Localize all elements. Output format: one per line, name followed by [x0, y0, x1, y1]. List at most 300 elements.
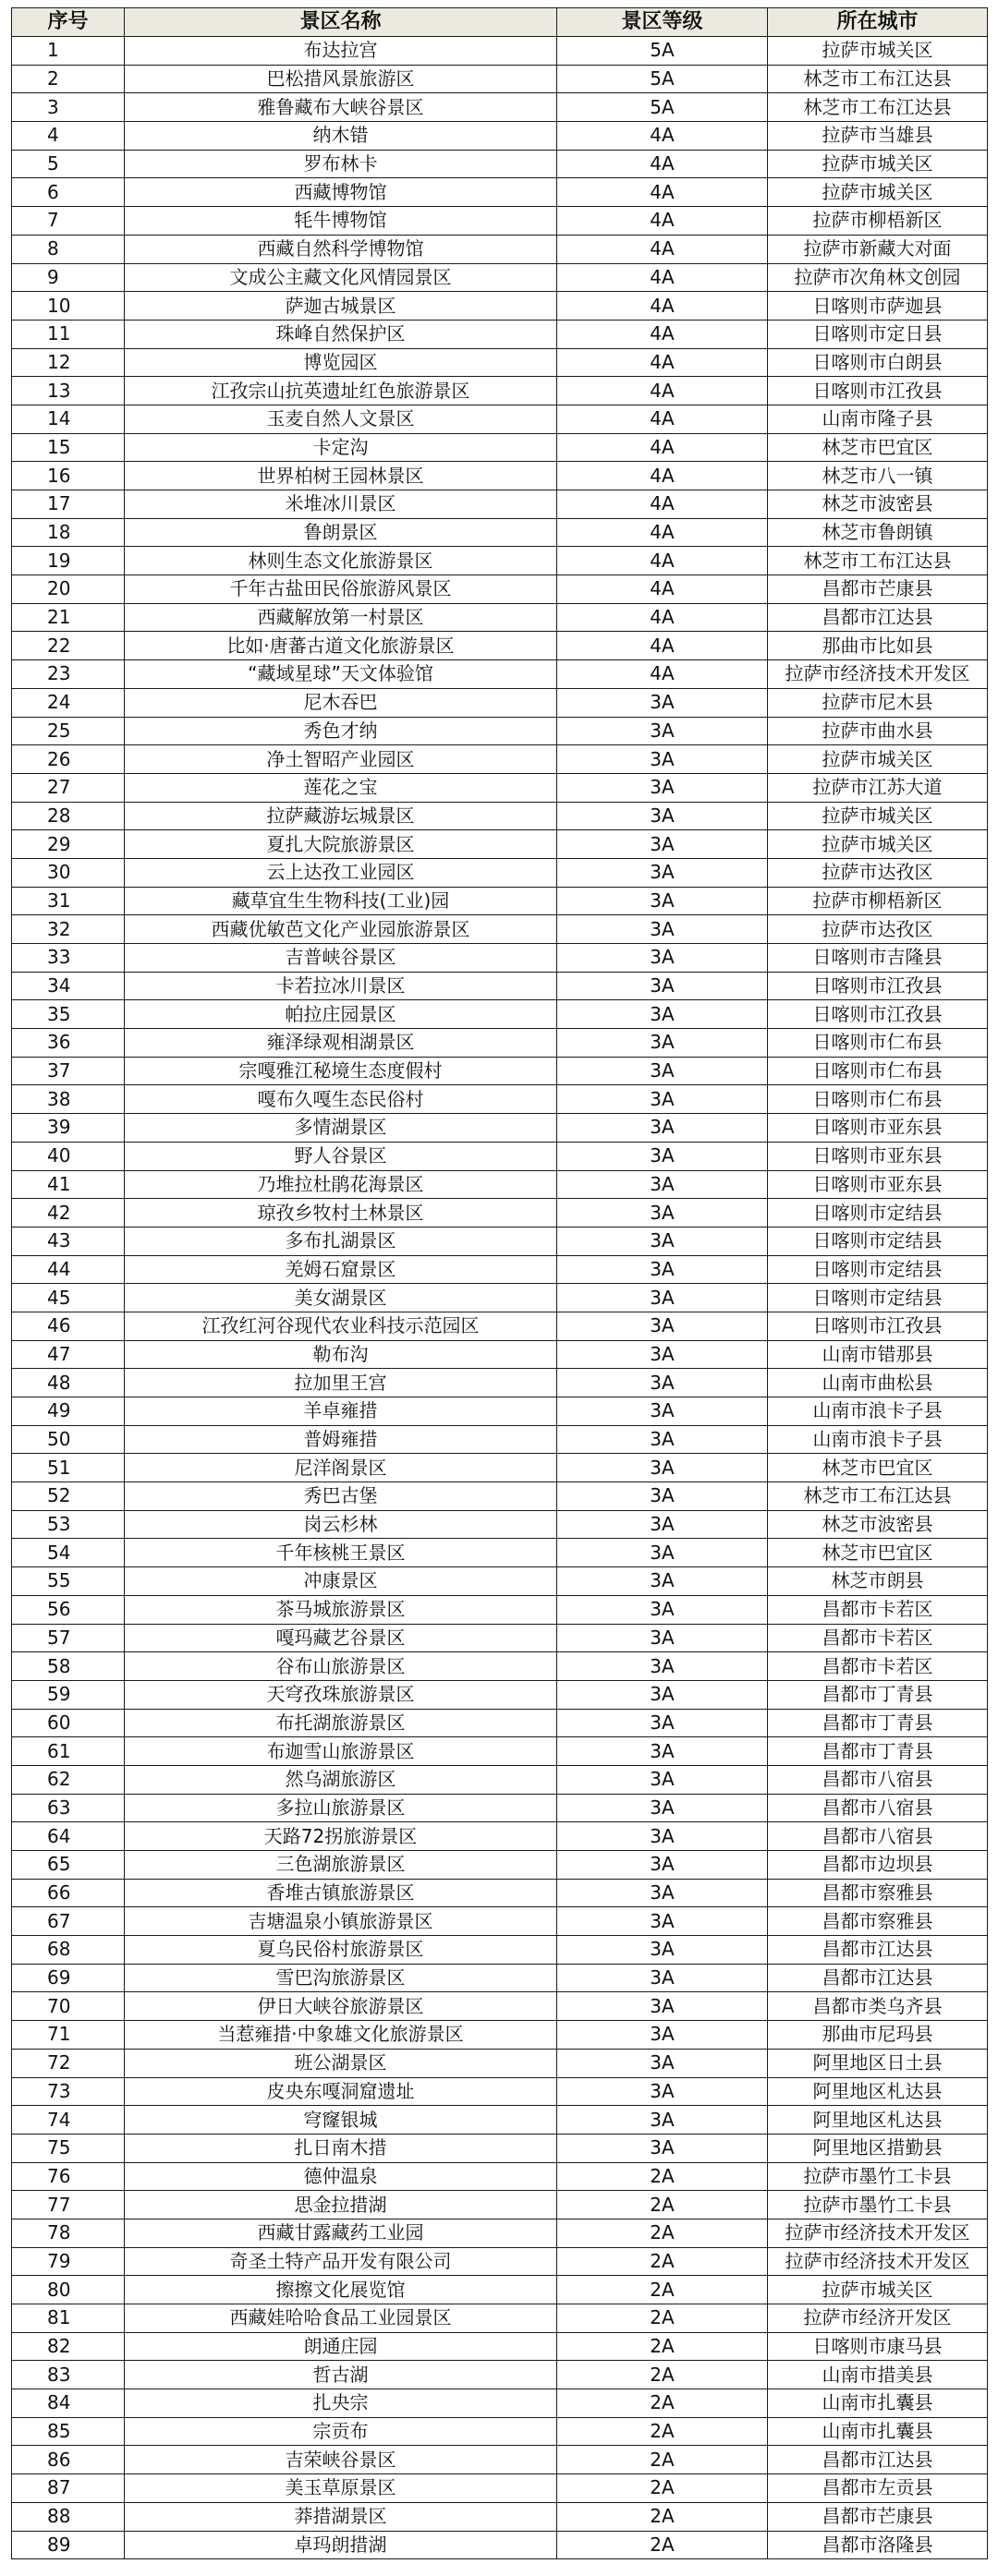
table-row [12, 1510, 988, 1539]
cell-city: 拉萨市次角林文创园 [768, 263, 988, 292]
cell-name: 江孜红河谷现代农业科技示范园区 [125, 1312, 557, 1340]
cell-name: 雍泽绿观相湖景区 [125, 1029, 557, 1058]
table-row [12, 830, 988, 859]
table-row [12, 2446, 988, 2474]
table-row [12, 1454, 988, 1482]
cell-name: 擦擦文化展览馆 [125, 2276, 557, 2304]
cell-city: 日喀则市定结县 [768, 1284, 988, 1312]
table-row [12, 2361, 988, 2389]
cell-level: 3A [557, 858, 768, 887]
cell-name: 德仲温泉 [125, 2162, 557, 2191]
cell-index: 13 [12, 377, 125, 405]
cell-name: 西藏甘露藏药工业园 [125, 2219, 557, 2247]
cell-name: 思金拉措湖 [125, 2191, 557, 2219]
cell-index: 50 [12, 1425, 125, 1454]
cell-level: 4A [557, 150, 768, 178]
cell-index: 84 [12, 2389, 125, 2418]
table-row [12, 320, 988, 348]
cell-index: 33 [12, 944, 125, 973]
cell-level: 3A [557, 2134, 768, 2162]
cell-level: 3A [557, 915, 768, 944]
cell-city: 昌都市左贡县 [768, 2474, 988, 2503]
table-row [12, 235, 988, 263]
cell-index: 15 [12, 433, 125, 462]
cell-index: 29 [12, 830, 125, 859]
cell-city: 昌都市江达县 [768, 1964, 988, 1992]
cell-index: 4 [12, 122, 125, 151]
cell-name: 莽措湖景区 [125, 2502, 557, 2531]
table-row [12, 688, 988, 717]
cell-level: 3A [557, 802, 768, 830]
cell-city: 林芝市工布江达县 [768, 65, 988, 93]
cell-name: 纳木错 [125, 122, 557, 151]
cell-name: 吉荣峡谷景区 [125, 2446, 557, 2474]
cell-level: 2A [557, 2474, 768, 2503]
cell-level: 3A [557, 1539, 768, 1567]
cell-city: 昌都市察雅县 [768, 1879, 988, 1907]
cell-name: 千年核桃王景区 [125, 1539, 557, 1567]
cell-level: 3A [557, 1595, 768, 1624]
cell-level: 3A [557, 1425, 768, 1454]
header-level: 景区等级 [557, 8, 768, 37]
cell-city: 昌都市丁青县 [768, 1737, 988, 1766]
cell-level: 3A [557, 1284, 768, 1312]
table-row [12, 2219, 988, 2247]
cell-index: 69 [12, 1964, 125, 1992]
cell-level: 3A [557, 1992, 768, 2021]
cell-city: 拉萨市柳梧新区 [768, 887, 988, 915]
cell-name: 嘎玛藏艺谷景区 [125, 1624, 557, 1652]
cell-name: 皮央东嘎洞窟遗址 [125, 2077, 557, 2106]
cell-index: 31 [12, 887, 125, 915]
cell-city: 拉萨市柳梧新区 [768, 207, 988, 236]
table-row [12, 2049, 988, 2077]
table-row [12, 1936, 988, 1965]
cell-city: 那曲市比如县 [768, 632, 988, 660]
table-row [12, 122, 988, 151]
cell-name: 哲古湖 [125, 2361, 557, 2389]
cell-index: 17 [12, 490, 125, 519]
table-row [12, 93, 988, 122]
table-row [12, 2106, 988, 2135]
cell-level: 3A [557, 1085, 768, 1114]
table-row [12, 377, 988, 405]
cell-level: 3A [557, 2049, 768, 2077]
table-row [12, 1709, 988, 1737]
cell-index: 41 [12, 1170, 125, 1199]
cell-name: 奇圣土特产品开发有限公司 [125, 2247, 557, 2276]
cell-name: 罗布林卡 [125, 150, 557, 178]
table-row [12, 632, 988, 660]
cell-level: 4A [557, 490, 768, 519]
table-row [12, 1652, 988, 1681]
cell-level: 3A [557, 1652, 768, 1681]
cell-level: 3A [557, 1567, 768, 1596]
cell-name: 朗通庄园 [125, 2332, 557, 2361]
table-row [12, 1794, 988, 1822]
cell-level: 4A [557, 632, 768, 660]
cell-name: 扎日南木措 [125, 2134, 557, 2162]
cell-index: 71 [12, 2021, 125, 2050]
cell-name: 林则生态文化旅游景区 [125, 547, 557, 575]
cell-index: 59 [12, 1680, 125, 1709]
table-row [12, 802, 988, 830]
cell-name: 夏乌民俗村旅游景区 [125, 1936, 557, 1965]
table-row [12, 292, 988, 320]
cell-name: 然乌湖旅游区 [125, 1765, 557, 1794]
table-row [12, 1199, 988, 1228]
cell-index: 20 [12, 575, 125, 604]
cell-city: 拉萨市达孜区 [768, 915, 988, 944]
cell-city: 山南市错那县 [768, 1340, 988, 1369]
cell-index: 2 [12, 65, 125, 93]
cell-name: “藏域星球”天文体验馆 [125, 660, 557, 689]
cell-city: 昌都市卡若区 [768, 1595, 988, 1624]
cell-name: 乃堆拉杜鹃花海景区 [125, 1170, 557, 1199]
cell-name: 西藏优敏芭文化产业园旅游景区 [125, 915, 557, 944]
table-row [12, 745, 988, 774]
cell-city: 拉萨市江苏大道 [768, 773, 988, 802]
cell-city: 拉萨市达孜区 [768, 858, 988, 887]
cell-index: 85 [12, 2417, 125, 2446]
cell-index: 61 [12, 1737, 125, 1766]
table-row [12, 207, 988, 236]
cell-name: 当惹雍措·中象雄文化旅游景区 [125, 2021, 557, 2050]
cell-level: 2A [557, 2304, 768, 2333]
cell-city: 拉萨市城关区 [768, 802, 988, 830]
table-row [12, 1284, 988, 1312]
cell-level: 4A [557, 235, 768, 263]
cell-level: 3A [557, 1709, 768, 1737]
header-city: 所在城市 [768, 8, 988, 37]
cell-name: 雅鲁藏布大峡谷景区 [125, 93, 557, 122]
table-row [12, 1567, 988, 1596]
cell-level: 3A [557, 1255, 768, 1284]
cell-level: 5A [557, 65, 768, 93]
cell-level: 4A [557, 377, 768, 405]
cell-index: 32 [12, 915, 125, 944]
table-row [12, 773, 988, 802]
cell-name: 多布扎湖景区 [125, 1227, 557, 1255]
cell-index: 27 [12, 773, 125, 802]
cell-city: 日喀则市仁布县 [768, 1029, 988, 1058]
cell-city: 那曲市尼玛县 [768, 2021, 988, 2050]
table-row [12, 1680, 988, 1709]
table-row [12, 603, 988, 632]
cell-city: 林芝市八一镇 [768, 462, 988, 490]
table-row [12, 2474, 988, 2503]
cell-level: 3A [557, 773, 768, 802]
cell-city: 昌都市芒康县 [768, 575, 988, 604]
cell-name: 野人谷景区 [125, 1142, 557, 1170]
cell-index: 76 [12, 2162, 125, 2191]
cell-name: 布托湖旅游景区 [125, 1709, 557, 1737]
cell-index: 11 [12, 320, 125, 348]
table-row [12, 263, 988, 292]
cell-level: 4A [557, 263, 768, 292]
scenic-spots-sheet [11, 7, 987, 2559]
cell-name: 尼木吞巴 [125, 688, 557, 717]
cell-name: 班公湖景区 [125, 2049, 557, 2077]
cell-name: 文成公主藏文化风情园景区 [125, 263, 557, 292]
table-row [12, 490, 988, 519]
cell-index: 8 [12, 235, 125, 263]
cell-city: 昌都市八宿县 [768, 1822, 988, 1851]
cell-level: 3A [557, 1822, 768, 1851]
table-row [12, 1114, 988, 1143]
cell-level: 3A [557, 1454, 768, 1482]
cell-index: 36 [12, 1029, 125, 1058]
cell-name: 勒布沟 [125, 1340, 557, 1369]
cell-name: 岗云杉林 [125, 1510, 557, 1539]
cell-name: 三色湖旅游景区 [125, 1851, 557, 1880]
cell-level: 3A [557, 1794, 768, 1822]
table-row [12, 1624, 988, 1652]
cell-level: 3A [557, 944, 768, 973]
table-row [12, 150, 988, 178]
cell-index: 58 [12, 1652, 125, 1681]
cell-city: 拉萨市城关区 [768, 150, 988, 178]
cell-name: 布迦雪山旅游景区 [125, 1737, 557, 1766]
cell-level: 4A [557, 405, 768, 433]
cell-name: 伊日大峡谷旅游景区 [125, 1992, 557, 2021]
cell-city: 拉萨市经济开发区 [768, 2304, 988, 2333]
cell-city: 拉萨市墨竹工卡县 [768, 2162, 988, 2191]
cell-name: 吉普峡谷景区 [125, 944, 557, 973]
cell-index: 65 [12, 1851, 125, 1880]
table-row [12, 1992, 988, 2021]
cell-index: 14 [12, 405, 125, 433]
table-row [12, 2077, 988, 2106]
cell-city: 昌都市类乌齐县 [768, 1992, 988, 2021]
cell-level: 4A [557, 207, 768, 236]
cell-city: 林芝市工布江达县 [768, 547, 988, 575]
cell-index: 28 [12, 802, 125, 830]
table-row [12, 405, 988, 433]
cell-index: 46 [12, 1312, 125, 1340]
cell-name: 千年古盐田民俗旅游风景区 [125, 575, 557, 604]
cell-name: 西藏娃哈哈食品工业园景区 [125, 2304, 557, 2333]
cell-name: 美玉草原景区 [125, 2474, 557, 2503]
table-row [12, 2389, 988, 2418]
cell-city: 昌都市江达县 [768, 2446, 988, 2474]
cell-city: 昌都市察雅县 [768, 1907, 988, 1936]
cell-name: 莲花之宝 [125, 773, 557, 802]
cell-level: 3A [557, 1737, 768, 1766]
cell-name: 美女湖景区 [125, 1284, 557, 1312]
cell-level: 3A [557, 1227, 768, 1255]
cell-level: 2A [557, 2247, 768, 2276]
cell-index: 25 [12, 717, 125, 745]
header-index: 序号 [12, 8, 125, 37]
cell-city: 拉萨市当雄县 [768, 122, 988, 151]
cell-index: 18 [12, 518, 125, 547]
table-row [12, 37, 988, 66]
cell-level: 3A [557, 1964, 768, 1992]
cell-name: 琼孜乡牧村土林景区 [125, 1199, 557, 1228]
cell-city: 山南市扎囊县 [768, 2417, 988, 2446]
cell-level: 3A [557, 1936, 768, 1965]
cell-index: 34 [12, 972, 125, 1000]
cell-city: 日喀则市仁布县 [768, 1057, 988, 1085]
table-row [12, 2531, 988, 2559]
table-row [12, 1907, 988, 1936]
cell-index: 16 [12, 462, 125, 490]
cell-name: 玉麦自然人文景区 [125, 405, 557, 433]
cell-level: 3A [557, 745, 768, 774]
table-row [12, 915, 988, 944]
cell-level: 2A [557, 2162, 768, 2191]
cell-city: 日喀则市康马县 [768, 2332, 988, 2361]
cell-city: 阿里地区日土县 [768, 2049, 988, 2077]
cell-name: 藏草宜生生物科技(工业)园 [125, 887, 557, 915]
table-row [12, 518, 988, 547]
table-row [12, 2332, 988, 2361]
cell-city: 日喀则市仁布县 [768, 1085, 988, 1114]
table-row [12, 1000, 988, 1029]
cell-level: 4A [557, 547, 768, 575]
table-row [12, 2304, 988, 2333]
cell-name: 拉萨藏游坛城景区 [125, 802, 557, 830]
cell-name: 扎央宗 [125, 2389, 557, 2418]
cell-city: 昌都市边坝县 [768, 1851, 988, 1880]
cell-name: 茶马城旅游景区 [125, 1595, 557, 1624]
cell-level: 3A [557, 1907, 768, 1936]
cell-level: 3A [557, 1000, 768, 1029]
cell-name: 嘎布久嘎生态民俗村 [125, 1085, 557, 1114]
table-row [12, 1482, 988, 1511]
cell-name: 多情湖景区 [125, 1114, 557, 1143]
cell-city: 昌都市卡若区 [768, 1652, 988, 1681]
cell-city: 拉萨市城关区 [768, 830, 988, 859]
cell-city: 山南市曲松县 [768, 1369, 988, 1397]
cell-index: 72 [12, 2049, 125, 2077]
table-row [12, 348, 988, 377]
cell-city: 日喀则市亚东县 [768, 1114, 988, 1143]
cell-level: 2A [557, 2502, 768, 2531]
table-header-row [12, 8, 988, 37]
cell-index: 37 [12, 1057, 125, 1085]
cell-index: 42 [12, 1199, 125, 1228]
cell-index: 19 [12, 547, 125, 575]
table-row [12, 2134, 988, 2162]
cell-level: 4A [557, 603, 768, 632]
cell-index: 24 [12, 688, 125, 717]
cell-name: 云上达孜工业园区 [125, 858, 557, 887]
cell-city: 林芝市巴宜区 [768, 1539, 988, 1567]
cell-name: 夏扎大院旅游景区 [125, 830, 557, 859]
cell-name: 西藏解放第一村景区 [125, 603, 557, 632]
table-row [12, 1964, 988, 1992]
cell-level: 3A [557, 1482, 768, 1511]
cell-city: 拉萨市经济技术开发区 [768, 2219, 988, 2247]
cell-city: 林芝市巴宜区 [768, 1454, 988, 1482]
cell-name: 谷布山旅游景区 [125, 1652, 557, 1681]
cell-level: 4A [557, 433, 768, 462]
cell-index: 53 [12, 1510, 125, 1539]
table-row [12, 1340, 988, 1369]
cell-city: 日喀则市亚东县 [768, 1142, 988, 1170]
cell-city: 日喀则市亚东县 [768, 1170, 988, 1199]
cell-index: 78 [12, 2219, 125, 2247]
table-row [12, 1595, 988, 1624]
cell-index: 70 [12, 1992, 125, 2021]
cell-name: 比如·唐蕃古道文化旅游景区 [125, 632, 557, 660]
cell-index: 10 [12, 292, 125, 320]
cell-city: 山南市措美县 [768, 2361, 988, 2389]
cell-level: 4A [557, 292, 768, 320]
cell-level: 2A [557, 2276, 768, 2304]
cell-level: 3A [557, 688, 768, 717]
cell-name: 卡若拉冰川景区 [125, 972, 557, 1000]
cell-city: 拉萨市曲水县 [768, 717, 988, 745]
cell-index: 47 [12, 1340, 125, 1369]
table-row [12, 178, 988, 207]
cell-city: 林芝市巴宜区 [768, 433, 988, 462]
cell-index: 81 [12, 2304, 125, 2333]
cell-index: 51 [12, 1454, 125, 1482]
cell-index: 88 [12, 2502, 125, 2531]
cell-level: 2A [557, 2219, 768, 2247]
cell-level: 3A [557, 972, 768, 1000]
cell-index: 21 [12, 603, 125, 632]
cell-index: 66 [12, 1879, 125, 1907]
table-row [12, 1539, 988, 1567]
cell-city: 拉萨市城关区 [768, 745, 988, 774]
cell-city: 昌都市江达县 [768, 603, 988, 632]
cell-index: 57 [12, 1624, 125, 1652]
cell-city: 林芝市波密县 [768, 1510, 988, 1539]
cell-level: 3A [557, 1170, 768, 1199]
cell-index: 56 [12, 1595, 125, 1624]
cell-level: 5A [557, 37, 768, 66]
cell-index: 79 [12, 2247, 125, 2276]
cell-city: 林芝市工布江达县 [768, 93, 988, 122]
cell-index: 89 [12, 2531, 125, 2559]
cell-level: 3A [557, 2077, 768, 2106]
cell-name: 多拉山旅游景区 [125, 1794, 557, 1822]
cell-index: 12 [12, 348, 125, 377]
cell-index: 35 [12, 1000, 125, 1029]
cell-city: 拉萨市尼木县 [768, 688, 988, 717]
table-row [12, 2417, 988, 2446]
cell-city: 阿里地区札达县 [768, 2077, 988, 2106]
cell-city: 拉萨市城关区 [768, 2276, 988, 2304]
cell-name: 香堆古镇旅游景区 [125, 1879, 557, 1907]
cell-level: 4A [557, 178, 768, 207]
table-row [12, 462, 988, 490]
cell-city: 林芝市朗县 [768, 1567, 988, 1596]
cell-level: 3A [557, 1624, 768, 1652]
cell-name: 拉加里王宫 [125, 1369, 557, 1397]
cell-name: 净土智昭产业园区 [125, 745, 557, 774]
table-row [12, 2021, 988, 2050]
table-row [12, 1822, 988, 1851]
cell-level: 4A [557, 122, 768, 151]
cell-level: 3A [557, 1879, 768, 1907]
cell-name: 雪巴沟旅游景区 [125, 1964, 557, 1992]
cell-index: 75 [12, 2134, 125, 2162]
cell-level: 3A [557, 2021, 768, 2050]
cell-name: 卡定沟 [125, 433, 557, 462]
cell-index: 40 [12, 1142, 125, 1170]
header-name: 景区名称 [125, 8, 557, 37]
table-row [12, 1425, 988, 1454]
cell-city: 昌都市丁青县 [768, 1709, 988, 1737]
cell-index: 22 [12, 632, 125, 660]
table-row [12, 1879, 988, 1907]
cell-level: 3A [557, 2106, 768, 2135]
